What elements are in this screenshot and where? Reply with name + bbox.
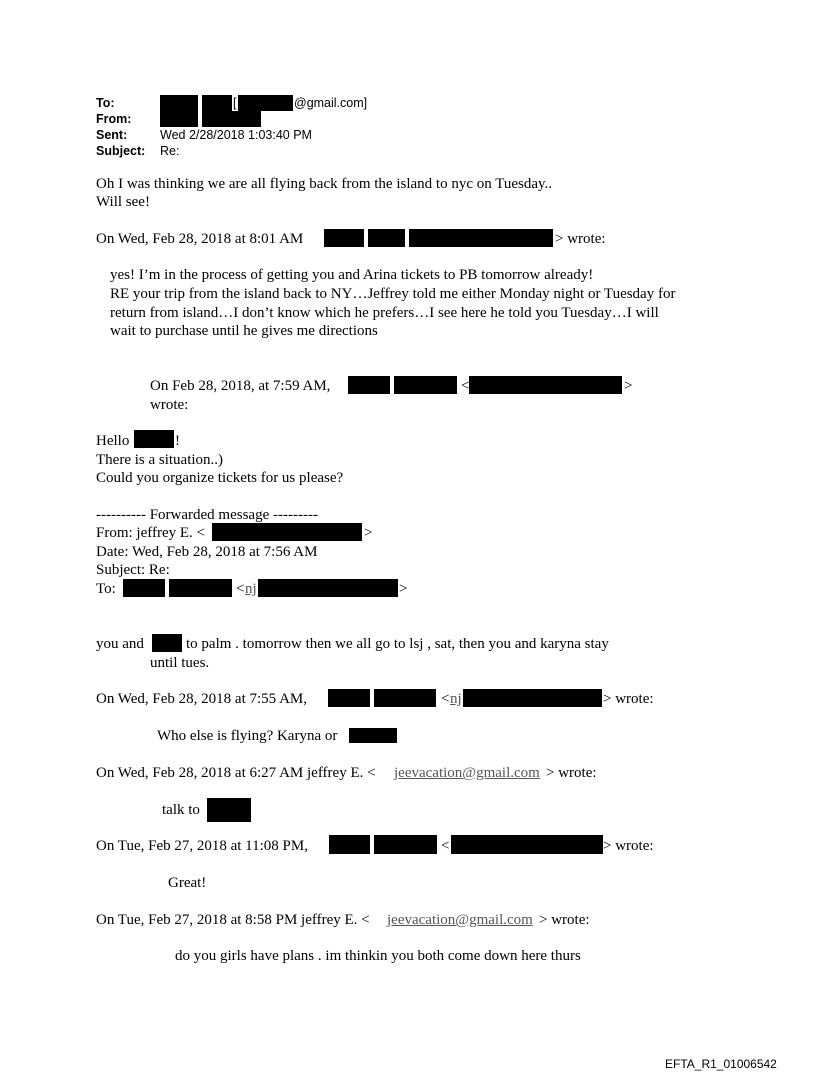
redaction-block xyxy=(160,111,198,127)
redaction-block xyxy=(202,95,232,111)
quote-attribution-suffix: > wrote: xyxy=(603,838,654,854)
forwarded-from: From: jeffrey E. < xyxy=(96,525,205,541)
sent-value: Wed 2/28/2018 1:03:40 PM xyxy=(160,128,312,142)
redaction-block xyxy=(160,95,198,111)
quote-attribution: On Wed, Feb 28, 2018 at 6:27 AM jeffrey E. < xyxy=(96,765,376,781)
quote-attribution: On Tue, Feb 27, 2018 at 11:08 PM, xyxy=(96,838,308,854)
redaction-block xyxy=(328,689,370,707)
body-line: you and xyxy=(96,636,144,652)
quote-attribution: On Tue, Feb 27, 2018 at 8:58 PM jeffrey E. < xyxy=(96,912,370,928)
email-link[interactable]: nj xyxy=(450,691,462,707)
body-line: talk to xyxy=(162,802,200,818)
redaction-block xyxy=(348,376,390,394)
to-email-fragment: @gmail.com] xyxy=(294,96,368,110)
quote-attribution: On Wed, Feb 28, 2018 at 8:01 AM xyxy=(96,231,304,247)
forwarded-to: To: xyxy=(96,581,116,597)
body-line: There is a situation..) xyxy=(96,452,224,468)
redaction-block xyxy=(238,95,293,111)
body-line: Great! xyxy=(168,875,207,891)
subject-label: Subject: xyxy=(96,144,146,158)
redaction-block xyxy=(368,229,405,247)
redaction-block xyxy=(152,634,182,652)
body-line: do you girls have plans . im thinkin you both come down here thurs xyxy=(175,948,581,964)
body-line: Hello xyxy=(96,433,130,449)
to-label: To: xyxy=(96,96,115,110)
redaction-block xyxy=(169,579,232,597)
body-line: Who else is flying? Karyna or xyxy=(157,728,338,744)
body-line: return from island…I don’t know which he prefers…I see here he told you Tuesday…I will xyxy=(110,305,659,321)
redaction-block xyxy=(463,689,602,707)
from-label: From: xyxy=(96,112,132,126)
body-line: Could you organize tickets for us please? xyxy=(96,470,344,486)
body-line: until tues. xyxy=(150,655,210,671)
redaction-block xyxy=(212,523,362,541)
quote-attribution-suffix: > wrote: xyxy=(555,231,606,247)
body-line: yes! I’m in the process of getting you and Arina tickets to PB tomorrow already! xyxy=(110,267,594,283)
redaction-block xyxy=(469,376,622,394)
redaction-block xyxy=(374,835,437,854)
angle-bracket: > xyxy=(364,525,373,541)
body-line: wait to purchase until he gives me directions xyxy=(110,323,378,339)
redaction-block xyxy=(329,835,370,854)
body-line: RE your trip from the island back to NY…Jeffrey told me either Monday night or Tuesday for xyxy=(110,286,676,302)
redaction-block xyxy=(207,798,251,822)
sent-label: Sent: xyxy=(96,128,128,142)
quote-attribution-suffix: > wrote: xyxy=(603,691,654,707)
redaction-block xyxy=(409,229,553,247)
redaction-block xyxy=(374,689,436,707)
redaction-block xyxy=(451,835,603,854)
redaction-block xyxy=(394,376,457,394)
redaction-block xyxy=(324,229,364,247)
angle-bracket: < xyxy=(441,691,450,707)
document-id: EFTA_R1_01006542 xyxy=(665,1057,777,1071)
body-line: Will see! xyxy=(96,194,150,210)
forwarded-date: Date: Wed, Feb 28, 2018 at 7:56 AM xyxy=(96,544,318,560)
email-link[interactable]: jeevacation@gmail.com xyxy=(387,912,533,928)
angle-bracket: < xyxy=(236,581,245,597)
quote-attribution-suffix: > wrote: xyxy=(539,912,590,928)
forwarded-subject: Subject: Re: xyxy=(96,562,170,578)
quote-attribution-suffix: wrote: xyxy=(150,397,189,413)
quote-attribution: On Feb 28, 2018, at 7:59 AM, xyxy=(150,378,331,394)
angle-bracket: < xyxy=(441,838,450,854)
subject-value: Re: xyxy=(160,144,180,158)
email-link[interactable]: jeevacation@gmail.com xyxy=(394,765,540,781)
redaction-block xyxy=(202,111,261,127)
body-line: Oh I was thinking we are all flying back from the island to nyc on Tuesday.. xyxy=(96,176,553,192)
redaction-block xyxy=(123,579,165,597)
body-line: ! xyxy=(175,433,180,449)
redaction-block xyxy=(258,579,398,597)
angle-bracket: > xyxy=(624,378,633,394)
body-line: to palm . tomorrow then we all go to lsj , sat, then you and karyna stay xyxy=(186,636,609,652)
redaction-block xyxy=(349,728,397,743)
redaction-block xyxy=(134,430,174,448)
angle-bracket: > xyxy=(399,581,408,597)
quote-attribution: On Wed, Feb 28, 2018 at 7:55 AM, xyxy=(96,691,308,707)
email-link[interactable]: nj xyxy=(245,581,257,597)
quote-attribution-suffix: > wrote: xyxy=(546,765,597,781)
angle-bracket: < xyxy=(461,378,470,394)
forwarded-marker: ---------- Forwarded message --------- xyxy=(96,507,318,523)
to-bracket: [ xyxy=(233,96,237,110)
